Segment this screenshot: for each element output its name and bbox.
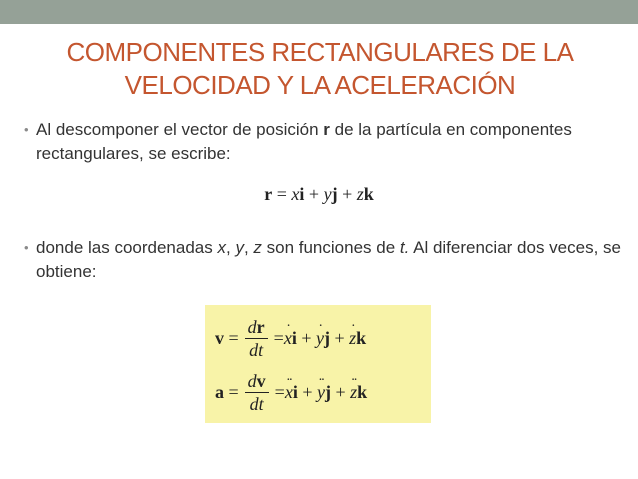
acceleration-equation: a = $\frac{dv}{dt}$ = x ·· i + y ·· j + z ·· k	[215, 367, 367, 417]
bullet-1	[24, 118, 626, 166]
slide-title	[20, 36, 620, 102]
var-y: y	[235, 238, 244, 257]
velocity-fraction: $\frac{dr}{dt}$	[245, 316, 268, 361]
velocity-equation: v = $\frac{dr}{dt}$ = x · i + y · j + z · k	[215, 313, 366, 363]
title-line-1: COMPONENTES RECTANGULARES DE LA	[66, 37, 574, 67]
bullet-2	[24, 236, 626, 284]
bullet-1-bold: r	[323, 120, 330, 139]
bullet-dot-icon: •	[24, 240, 29, 255]
acceleration-symbol: a	[215, 381, 224, 402]
position-equation: r = xi + yj + zk	[264, 184, 374, 204]
var-t: t.	[399, 238, 410, 257]
bullet-dot-icon: •	[24, 122, 29, 137]
bullet-2-text-2: son funciones de	[261, 238, 400, 257]
acceleration-fraction: $\frac{dv}{dt}$	[245, 370, 269, 415]
comma: ,	[225, 238, 236, 257]
top-decorative-bar	[0, 0, 638, 24]
var-z: z	[253, 238, 262, 257]
velocity-symbol: v	[215, 327, 224, 348]
bullet-1-text-before: Al descomponer el vector de posición	[36, 120, 324, 139]
bullet-2-text-1: donde las coordenadas	[36, 238, 218, 257]
title-line-2: VELOCIDAD Y LA ACELERACIÓN	[124, 70, 516, 100]
var-x: x	[217, 238, 226, 257]
derivative-equations-box	[205, 305, 431, 423]
bullet-2-text-3: Al diferenciar dos veces, se obtiene:	[36, 238, 621, 281]
comma: ,	[243, 238, 254, 257]
bullet-1-text-after: de la partícula en componentes rectangulares, se escribe:	[36, 120, 572, 163]
